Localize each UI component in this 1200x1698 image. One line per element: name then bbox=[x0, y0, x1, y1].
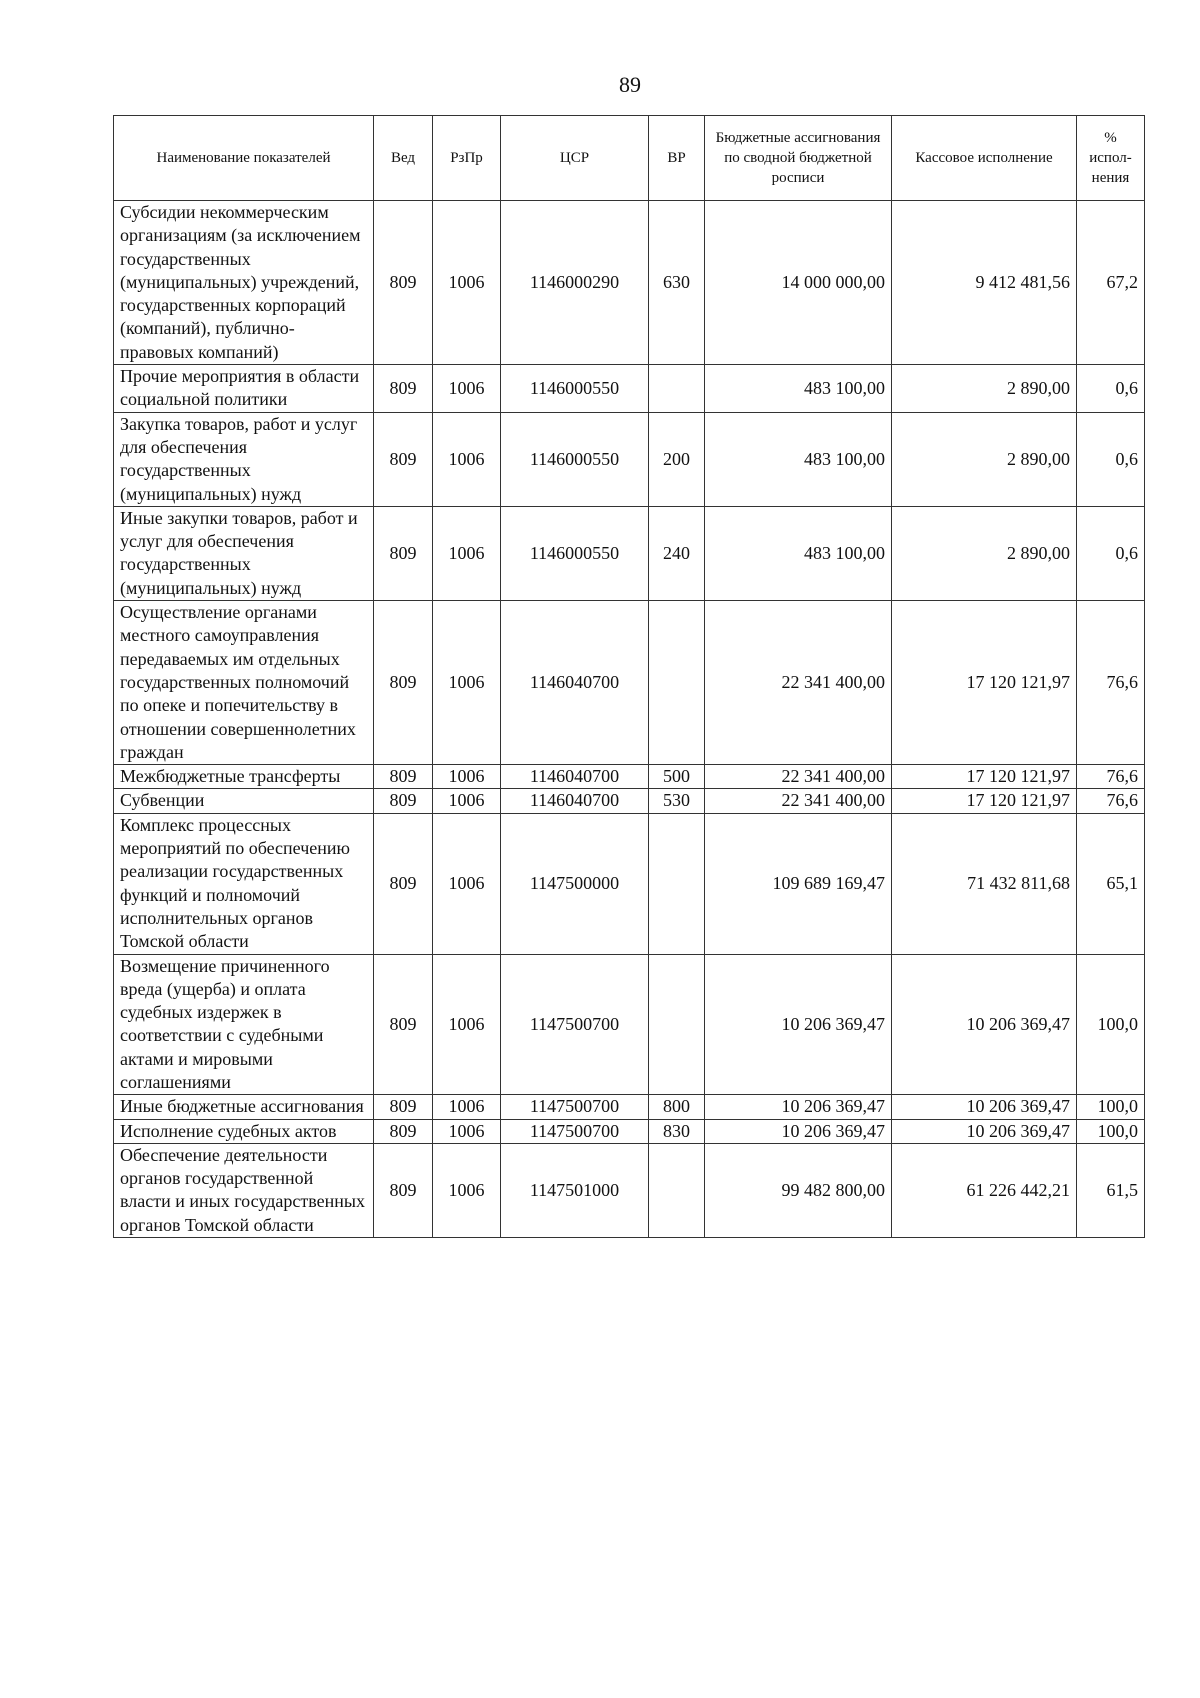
row-percent: 65,1 bbox=[1077, 813, 1145, 954]
row-cash-execution: 71 432 811,68 bbox=[892, 813, 1077, 954]
row-ved: 809 bbox=[374, 765, 433, 789]
row-name: Иные закупки товаров, работ и услуг для обеспечения государственных (муниципальных) нужд bbox=[114, 506, 374, 600]
table-row bbox=[114, 954, 1145, 1095]
row-csr: 1147500700 bbox=[501, 1095, 649, 1119]
row-cash-execution: 10 206 369,47 bbox=[892, 954, 1077, 1095]
header-name: Наименование показателей bbox=[114, 116, 374, 201]
row-percent: 0,6 bbox=[1077, 365, 1145, 413]
row-ved: 809 bbox=[374, 365, 433, 413]
table-body bbox=[114, 201, 1145, 1238]
table-row bbox=[114, 765, 1145, 789]
row-ved: 809 bbox=[374, 201, 433, 365]
row-allocations: 22 341 400,00 bbox=[705, 789, 892, 813]
row-csr: 1146040700 bbox=[501, 789, 649, 813]
row-csr: 1146000550 bbox=[501, 365, 649, 413]
row-csr: 1146040700 bbox=[501, 601, 649, 765]
header-csr: ЦСР bbox=[501, 116, 649, 201]
row-percent: 67,2 bbox=[1077, 201, 1145, 365]
row-rzpr: 1006 bbox=[433, 506, 501, 600]
table-row bbox=[114, 601, 1145, 765]
row-name: Комплекс процессных мероприятий по обеспечению реализации государственных функций и полномочий исполнительных органов Томской области bbox=[114, 813, 374, 954]
row-rzpr: 1006 bbox=[433, 1143, 501, 1237]
row-name: Закупка товаров, работ и услуг для обеспечения государственных (муниципальных) нужд bbox=[114, 412, 374, 506]
row-name: Межбюджетные трансферты bbox=[114, 765, 374, 789]
row-allocations: 10 206 369,47 bbox=[705, 954, 892, 1095]
table-row bbox=[114, 412, 1145, 506]
row-ved: 809 bbox=[374, 506, 433, 600]
row-vr: 500 bbox=[649, 765, 705, 789]
row-csr: 1146000290 bbox=[501, 201, 649, 365]
row-rzpr: 1006 bbox=[433, 789, 501, 813]
row-name: Иные бюджетные ассигнования bbox=[114, 1095, 374, 1119]
row-ved: 809 bbox=[374, 412, 433, 506]
row-csr: 1146040700 bbox=[501, 765, 649, 789]
row-name: Осуществление органами местного самоуправления передаваемых им отдельных государственных полномочий по опеке и попечительству в отношении совершеннолетних граждан bbox=[114, 601, 374, 765]
row-name: Субвенции bbox=[114, 789, 374, 813]
page-number: 89 bbox=[619, 72, 641, 97]
row-vr bbox=[649, 1143, 705, 1237]
row-cash-execution: 2 890,00 bbox=[892, 506, 1077, 600]
row-vr: 240 bbox=[649, 506, 705, 600]
budget-execution-table bbox=[113, 115, 1145, 1238]
table-row bbox=[114, 789, 1145, 813]
row-name: Обеспечение деятельности органов государственной власти и иных государственных органов Томской области bbox=[114, 1143, 374, 1237]
table-row bbox=[114, 365, 1145, 413]
row-cash-execution: 61 226 442,21 bbox=[892, 1143, 1077, 1237]
row-rzpr: 1006 bbox=[433, 601, 501, 765]
row-name: Прочие мероприятия в области социальной политики bbox=[114, 365, 374, 413]
row-allocations: 10 206 369,47 bbox=[705, 1119, 892, 1143]
row-cash-execution: 17 120 121,97 bbox=[892, 601, 1077, 765]
row-rzpr: 1006 bbox=[433, 412, 501, 506]
row-allocations: 483 100,00 bbox=[705, 412, 892, 506]
row-vr: 830 bbox=[649, 1119, 705, 1143]
row-allocations: 10 206 369,47 bbox=[705, 1095, 892, 1119]
row-csr: 1147500700 bbox=[501, 1119, 649, 1143]
row-csr: 1146000550 bbox=[501, 506, 649, 600]
row-rzpr: 1006 bbox=[433, 365, 501, 413]
header-ved: Вед bbox=[374, 116, 433, 201]
row-allocations: 22 341 400,00 bbox=[705, 601, 892, 765]
header-percent-execution: % испол-нения bbox=[1077, 116, 1145, 201]
row-percent: 61,5 bbox=[1077, 1143, 1145, 1237]
row-ved: 809 bbox=[374, 789, 433, 813]
row-vr: 530 bbox=[649, 789, 705, 813]
row-percent: 100,0 bbox=[1077, 1119, 1145, 1143]
row-vr: 630 bbox=[649, 201, 705, 365]
row-vr: 800 bbox=[649, 1095, 705, 1119]
table-row bbox=[114, 1119, 1145, 1143]
header-vr: ВР bbox=[649, 116, 705, 201]
row-percent: 76,6 bbox=[1077, 601, 1145, 765]
row-name: Субсидии некоммерческим организациям (за исключением государственных (муниципальных) учреждений, государственных корпораций (компаний), публично-правовых компаний) bbox=[114, 201, 374, 365]
row-allocations: 483 100,00 bbox=[705, 506, 892, 600]
header-rzpr: РзПр bbox=[433, 116, 501, 201]
row-allocations: 483 100,00 bbox=[705, 365, 892, 413]
row-percent: 76,6 bbox=[1077, 765, 1145, 789]
row-cash-execution: 17 120 121,97 bbox=[892, 765, 1077, 789]
row-allocations: 14 000 000,00 bbox=[705, 201, 892, 365]
row-cash-execution: 2 890,00 bbox=[892, 412, 1077, 506]
row-percent: 100,0 bbox=[1077, 1095, 1145, 1119]
row-allocations: 99 482 800,00 bbox=[705, 1143, 892, 1237]
row-csr: 1147500700 bbox=[501, 954, 649, 1095]
table-row bbox=[114, 813, 1145, 954]
row-rzpr: 1006 bbox=[433, 954, 501, 1095]
row-ved: 809 bbox=[374, 1095, 433, 1119]
row-rzpr: 1006 bbox=[433, 765, 501, 789]
row-csr: 1147501000 bbox=[501, 1143, 649, 1237]
row-cash-execution: 10 206 369,47 bbox=[892, 1095, 1077, 1119]
row-allocations: 22 341 400,00 bbox=[705, 765, 892, 789]
row-allocations: 109 689 169,47 bbox=[705, 813, 892, 954]
row-ved: 809 bbox=[374, 601, 433, 765]
table-row bbox=[114, 1143, 1145, 1237]
table-row bbox=[114, 506, 1145, 600]
row-csr: 1146000550 bbox=[501, 412, 649, 506]
row-vr bbox=[649, 813, 705, 954]
row-ved: 809 bbox=[374, 813, 433, 954]
row-vr: 200 bbox=[649, 412, 705, 506]
row-cash-execution: 9 412 481,56 bbox=[892, 201, 1077, 365]
row-percent: 76,6 bbox=[1077, 789, 1145, 813]
table-row bbox=[114, 201, 1145, 365]
row-name: Возмещение причиненного вреда (ущерба) и оплата судебных издержек в соответствии с судебными актами и мировыми соглашениями bbox=[114, 954, 374, 1095]
row-vr bbox=[649, 601, 705, 765]
header-allocations: Бюджетные ассигнования по сводной бюджетной росписи bbox=[705, 116, 892, 201]
table-header-row bbox=[114, 116, 1145, 201]
row-cash-execution: 17 120 121,97 bbox=[892, 789, 1077, 813]
row-rzpr: 1006 bbox=[433, 1095, 501, 1119]
row-ved: 809 bbox=[374, 1119, 433, 1143]
row-csr: 1147500000 bbox=[501, 813, 649, 954]
row-rzpr: 1006 bbox=[433, 1119, 501, 1143]
row-ved: 809 bbox=[374, 1143, 433, 1237]
row-rzpr: 1006 bbox=[433, 201, 501, 365]
row-vr bbox=[649, 365, 705, 413]
header-cash-execution: Кассовое исполнение bbox=[892, 116, 1077, 201]
row-cash-execution: 10 206 369,47 bbox=[892, 1119, 1077, 1143]
row-percent: 0,6 bbox=[1077, 506, 1145, 600]
row-vr bbox=[649, 954, 705, 1095]
row-rzpr: 1006 bbox=[433, 813, 501, 954]
row-name: Исполнение судебных актов bbox=[114, 1119, 374, 1143]
row-percent: 100,0 bbox=[1077, 954, 1145, 1095]
row-ved: 809 bbox=[374, 954, 433, 1095]
row-cash-execution: 2 890,00 bbox=[892, 365, 1077, 413]
table-row bbox=[114, 1095, 1145, 1119]
row-percent: 0,6 bbox=[1077, 412, 1145, 506]
